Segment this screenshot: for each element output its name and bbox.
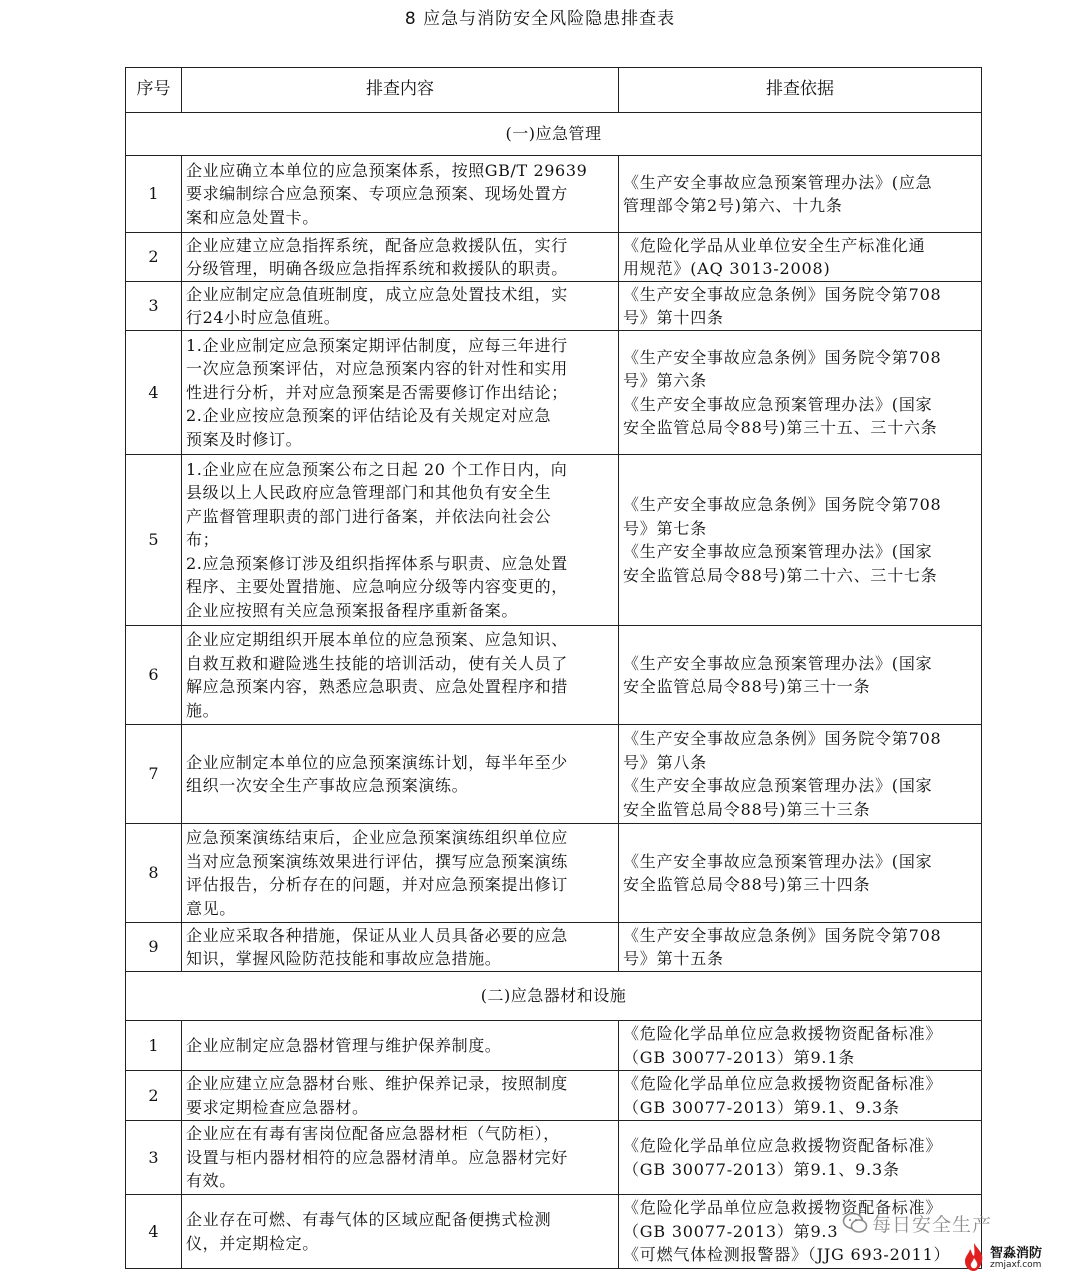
inspection-content-line: 要求定期检查应急器材。	[186, 1097, 369, 1117]
inspection-content-cell	[182, 725, 619, 824]
row-number: 7	[126, 725, 182, 824]
inspection-content-line: 1.企业应在应急预案公布之日起 20 个工作日内，向	[186, 459, 568, 479]
inspection-content-cell	[182, 923, 619, 972]
flame-logo-icon	[960, 1242, 988, 1272]
row-number: 1	[126, 156, 182, 233]
page-title: 8 应急与消防安全风险隐患排查表	[404, 9, 676, 29]
inspection-basis-line: 《生产安全事故应急条例》国务院令第708	[623, 284, 942, 304]
inspection-basis-line: 《生产安全事故应急预案管理办法》(国家	[623, 776, 933, 795]
inspection-basis-line: 安全监管总局令88号)第三十一条	[623, 677, 871, 696]
row-number: 4	[126, 331, 182, 455]
watermark	[842, 1210, 1072, 1276]
inspection-basis-cell	[619, 1021, 982, 1071]
inspection-content-cell	[182, 1071, 619, 1121]
inspection-basis-cell	[619, 626, 982, 725]
inspection-content-line: 企业应按照有关应急预案报备程序重新备案。	[186, 600, 519, 620]
inspection-content-cell	[182, 1021, 619, 1071]
inspection-content-cell	[182, 1121, 619, 1195]
inspection-basis-cell	[619, 331, 982, 455]
row-number: 9	[126, 923, 182, 972]
section-row	[126, 972, 982, 1021]
header-no: 序号	[126, 68, 182, 113]
inspection-basis-line: 安全监管总局令88号)第三十四条	[623, 875, 871, 894]
inspection-basis-cell	[619, 923, 982, 972]
table-row	[126, 1021, 982, 1071]
inspection-content-line: 性进行分析，并对应急预案是否需要修订作出结论；	[186, 382, 568, 402]
table-row	[126, 725, 982, 824]
inspection-basis-line: 《生产安全事故应急预案管理办法》(国家	[623, 542, 933, 561]
inspection-content-line: 一次应急预案评估，对应急预案内容的针对性和实用	[186, 359, 568, 379]
inspection-basis-line: 《生产安全事故应急预案管理办法》(国家	[623, 851, 933, 871]
inspection-content-cell	[182, 824, 619, 923]
inspection-content-cell	[182, 331, 619, 455]
table-row	[126, 331, 982, 455]
row-number: 3	[126, 282, 182, 331]
table-row	[126, 282, 982, 331]
inspection-content-line: 1.企业应制定应急预案定期评估制度，应每三年进行	[186, 335, 568, 355]
inspection-basis-cell	[619, 156, 982, 233]
section-row	[126, 113, 982, 156]
inspection-basis-cell	[619, 725, 982, 824]
table-body	[126, 113, 982, 1269]
inspection-content-cell	[182, 1195, 619, 1269]
inspection-table	[125, 67, 982, 1269]
header-basis: 排查依据	[619, 68, 982, 113]
inspection-basis-cell	[619, 282, 982, 331]
inspection-basis-line: 《危险化学品单位应急救援物资配备标准》	[623, 1024, 943, 1043]
inspection-basis-line: 《生产安全事故应急预案管理办法》(国家	[623, 653, 933, 673]
inspection-content-line: 要求编制综合应急预案、专项应急预案、现场处置方	[186, 184, 568, 204]
inspection-content-line: 企业应在有毒有害岗位配备应急器材柜（气防柜），	[186, 1124, 560, 1144]
inspection-basis-line: 安全监管总局令88号)第二十六、三十七条	[623, 565, 938, 585]
row-number: 1	[126, 1021, 182, 1071]
inspection-content-line: 自救互救和避险逃生技能的培训活动，使有关人员了	[186, 653, 568, 673]
inspection-basis-line: 《可燃气体检测报警器》（JJG 693-2011）	[623, 1245, 951, 1265]
inspection-basis-line: 号》第八条	[623, 752, 708, 772]
wechat-bubble-icon	[842, 1212, 868, 1234]
inspection-basis-line: 号》第六条	[623, 371, 708, 390]
inspection-content-line: 企业应确立本单位的应急预案体系，按照GB/T 29639	[186, 160, 588, 180]
inspection-content-cell	[182, 233, 619, 282]
inspection-basis-cell	[619, 455, 982, 626]
inspection-content-line: 企业应建立应急器材台账、维护保养记录，按照制度	[186, 1074, 568, 1093]
inspection-basis-line: 号》第十四条	[623, 308, 724, 327]
inspection-basis-cell	[619, 233, 982, 282]
inspection-basis-line: （GB 30077-2013）第9.1条	[623, 1047, 856, 1067]
inspection-content-line: 评估报告，分析存在的问题，并对应急预案提出修订	[186, 875, 568, 894]
inspection-content-cell	[182, 282, 619, 331]
inspection-content-line: 组织一次安全生产事故应急预案演练。	[186, 776, 469, 795]
section-title: (一)应急管理	[126, 113, 982, 156]
inspection-content-line: 企业应建立应急指挥系统，配备应急救援队伍，实行	[186, 235, 568, 255]
row-number: 6	[126, 626, 182, 725]
inspection-content-line: 企业应采取各种措施，保证从业人员具备必要的应急	[186, 925, 568, 945]
inspection-content-line: 程序、主要处置措施、应急响应分级等内容变更的，	[186, 577, 568, 597]
inspection-content-line: 意见。	[186, 898, 236, 918]
section-title: (二)应急器材和设施	[126, 972, 982, 1021]
row-number: 8	[126, 824, 182, 923]
inspection-basis-line: （GB 30077-2013）第9.1、9.3条	[623, 1097, 900, 1117]
inspection-basis-line: 《生产安全事故应急条例》国务院令第708	[623, 925, 942, 945]
inspection-content-line: 预案及时修订。	[186, 429, 303, 449]
inspection-basis-line: （GB 30077-2013）第9.1、9.3条	[623, 1159, 900, 1179]
inspection-basis-line: 安全监管总局令88号)第三十三条	[623, 799, 871, 819]
inspection-content-line: 2.应急预案修订涉及组织指挥体系与职责、应急处置	[186, 553, 568, 573]
inspection-content-line: 行24小时应急值班。	[186, 308, 341, 327]
inspection-content-line: 设置与柜内器材相符的应急器材清单。应急器材完好	[186, 1147, 568, 1167]
inspection-basis-line: 《危险化学品单位应急救援物资配备标准》	[623, 1136, 943, 1155]
inspection-content-line: 企业应制定本单位的应急预案演练计划，每半年至少	[186, 752, 568, 772]
inspection-basis-line: 管理部令第2号)第六、十九条	[623, 196, 843, 215]
inspection-content-line: 企业应制定应急值班制度，成立应急处置技术组，实	[186, 284, 568, 304]
inspection-basis-line: 用规范》(AQ 3013-2008)	[623, 259, 831, 278]
inspection-content-line: 应急预案演练结束后，企业应急预案演练组织单位应	[186, 828, 568, 847]
inspection-basis-line: 《危险化学品从业单位安全生产标准化通	[623, 235, 926, 255]
inspection-content-line: 县级以上人民政府应急管理部门和其他负有安全生	[186, 483, 552, 503]
inspection-content-line: 知识，掌握风险防范技能和事故应急措施。	[186, 949, 502, 968]
inspection-content-line: 施。	[186, 700, 220, 720]
inspection-basis-line: （GB 30077-2013）第9.3	[623, 1221, 839, 1241]
row-number: 2	[126, 233, 182, 282]
inspection-basis-line: 《生产安全事故应急预案管理办法》(应急	[623, 172, 933, 192]
inspection-content-line: 分级管理，明确各级应急指挥系统和救援队的职责。	[186, 259, 568, 278]
inspection-basis-line: 《生产安全事故应急预案管理办法》(国家	[623, 394, 933, 414]
inspection-content-line: 解应急预案内容，熟悉应急职责、应急处置程序和措	[186, 677, 568, 696]
inspection-content-cell	[182, 626, 619, 725]
table-row	[126, 824, 982, 923]
inspection-basis-line: 《危险化学品单位应急救援物资配备标准》	[623, 1074, 943, 1093]
table-row	[126, 923, 982, 972]
table-row	[126, 626, 982, 725]
table-row	[126, 455, 982, 626]
inspection-basis-line: 《危险化学品单位应急救援物资配备标准》	[623, 1198, 943, 1218]
inspection-basis-cell	[619, 1121, 982, 1195]
row-number: 3	[126, 1121, 182, 1195]
inspection-content-line: 2.企业应按应急预案的评估结论及有关规定对应急	[186, 406, 552, 426]
watermark-logo	[960, 1240, 1070, 1276]
inspection-basis-line: 号》第十五条	[623, 949, 724, 968]
inspection-basis-line: 《生产安全事故应急条例》国务院令第708	[623, 729, 942, 748]
table-header-row	[126, 68, 982, 113]
inspection-basis-cell	[619, 1071, 982, 1121]
inspection-content-line: 企业存在可燃、有毒气体的区域应配备便携式检测	[186, 1210, 552, 1229]
inspection-content-cell	[182, 156, 619, 233]
inspection-basis-line: 安全监管总局令88号)第三十五、三十六条	[623, 418, 938, 437]
watermark-account-name: 每日安全生产	[872, 1214, 993, 1236]
table-row	[126, 156, 982, 233]
table-row	[126, 233, 982, 282]
row-number: 4	[126, 1195, 182, 1269]
inspection-content-line: 案和应急处置卡。	[186, 207, 319, 227]
inspection-basis-line: 《生产安全事故应急条例》国务院令第708	[623, 347, 942, 367]
inspection-content-line: 产监督管理职责的部门进行备案，并依法向社会公	[186, 506, 552, 526]
inspection-content-line: 当对应急预案演练效果进行评估，撰写应急预案演练	[186, 851, 568, 871]
inspection-content-line: 企业应定期组织开展本单位的应急预案、应急知识、	[186, 630, 568, 649]
inspection-basis-line: 《生产安全事故应急条例》国务院令第708	[623, 495, 942, 514]
inspection-basis-cell	[619, 824, 982, 923]
inspection-content-line: 仪，并定期检定。	[186, 1233, 319, 1253]
table-row	[126, 1071, 982, 1121]
inspection-basis-line: 号》第七条	[623, 518, 708, 538]
inspection-content-line: 布；	[186, 530, 220, 550]
row-number: 2	[126, 1071, 182, 1121]
row-number: 5	[126, 455, 182, 626]
inspection-content-line: 有效。	[186, 1171, 236, 1191]
header-content: 排查内容	[182, 68, 619, 113]
watermark-logo-name: 智淼消防	[990, 1246, 1043, 1261]
table-row	[126, 1121, 982, 1195]
inspection-content-line: 企业应制定应急器材管理与维护保养制度。	[186, 1035, 502, 1055]
watermark-logo-url: zmjaxf.com	[990, 1260, 1042, 1270]
inspection-content-cell	[182, 455, 619, 626]
